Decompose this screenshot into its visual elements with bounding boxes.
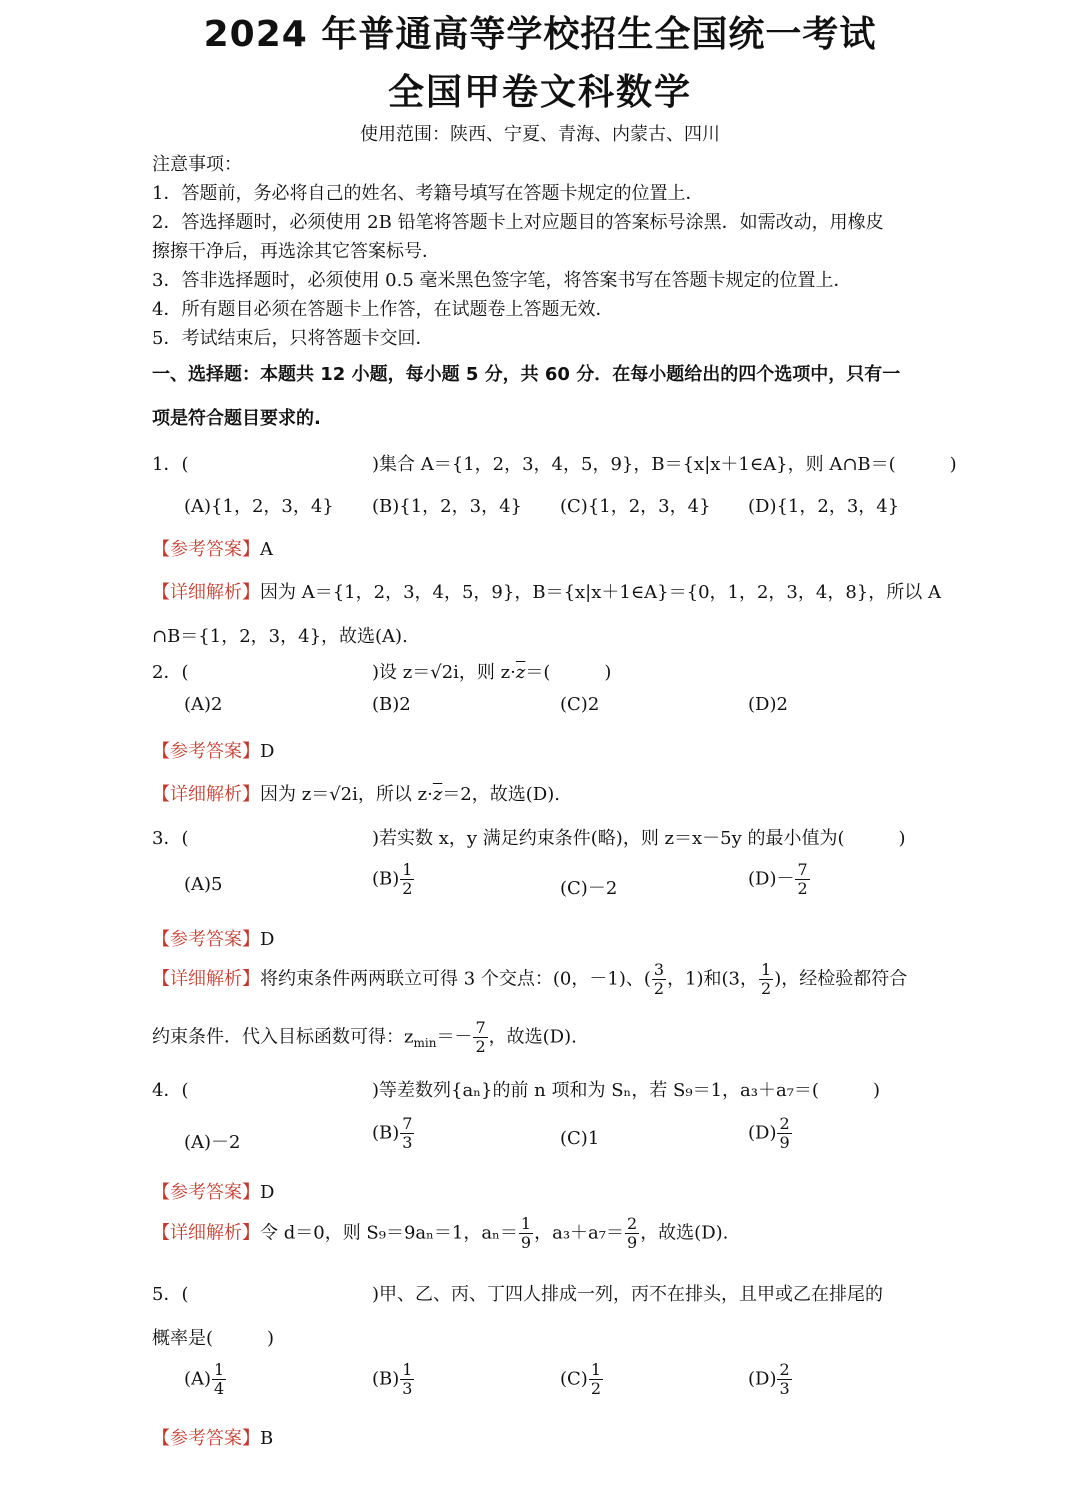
option-d xyxy=(748,1116,793,1151)
detailed-analysis xyxy=(152,780,560,806)
answer-label: 【参考答案】 xyxy=(152,539,260,560)
notice-item: 擦擦干净后，再选涂其它答案标号． xyxy=(152,241,440,262)
option-d xyxy=(748,1362,793,1397)
question-stem: )集合 A＝{1，2，3，4，5，9}，B＝{x|x＋1∈A}，则 A∩B＝( ) xyxy=(372,454,957,475)
option-c: (C)－2 xyxy=(560,878,618,899)
fraction xyxy=(212,1362,226,1397)
option-label: (D) xyxy=(748,1368,777,1390)
option-c xyxy=(560,1362,604,1397)
denominator: 2 xyxy=(653,979,665,998)
conjugate-z: $\overline{z}$ xyxy=(515,662,526,683)
exam-title: 2024 年普通高等学校招生全国统一考试 xyxy=(203,14,877,55)
denominator: 9 xyxy=(779,1133,790,1152)
option-label: (B) xyxy=(372,868,400,890)
detailed-analysis xyxy=(152,1216,728,1251)
answer-label: 【参考答案】 xyxy=(152,1428,260,1449)
numerator: 1 xyxy=(761,960,772,979)
stem-text: ＝( ) xyxy=(525,662,612,683)
fraction xyxy=(473,1020,487,1055)
question-stem: )甲、乙、丙、丁四人排成一列，丙不在排头，且甲或乙在排尾的 xyxy=(372,1284,884,1305)
analysis-text-cont xyxy=(152,1020,577,1055)
numerator: 1 xyxy=(520,1214,532,1233)
denominator: 2 xyxy=(590,1379,602,1398)
notice-item: 1．答题前，务必将自己的姓名、考籍号填写在答题卡规定的位置上． xyxy=(152,183,704,204)
subscript: min xyxy=(413,1036,437,1051)
notice-item: 2．答选择题时，必须使用 2B 铅笔将答题卡上对应题目的答案标号涂黑．如需改动，用橡皮 xyxy=(152,212,884,233)
reference-answer xyxy=(152,1424,273,1450)
answer-value: A xyxy=(260,539,273,560)
analysis-text: 约束条件．代入目标函数可得：z xyxy=(152,1026,414,1048)
analysis-label: 【详细解析】 xyxy=(152,784,260,805)
numerator: 1 xyxy=(402,860,413,879)
numerator: 2 xyxy=(779,1360,790,1379)
fraction xyxy=(400,1116,414,1151)
option-a xyxy=(184,1362,227,1397)
answer-value: D xyxy=(260,929,275,950)
option-b xyxy=(372,1362,415,1397)
reference-answer xyxy=(152,1178,274,1204)
analysis-text: ＝－ xyxy=(436,1026,473,1048)
analysis-label: 【详细解析】 xyxy=(152,1222,260,1244)
analysis-text: 将约束条件两两联立可得 3 个交点：(0，－1)、( xyxy=(260,968,651,990)
notice-item: 3．答非选择题时，必须使用 0.5 毫米黑色签字笔，将答案书写在答题卡规定的位置上． xyxy=(152,270,852,291)
denominator: 2 xyxy=(402,879,413,898)
fraction xyxy=(400,1362,414,1397)
denominator: 9 xyxy=(627,1233,638,1252)
analysis-label: 【详细解析】 xyxy=(152,582,260,603)
option-a: (A){1，2，3，4} xyxy=(184,496,334,517)
fraction xyxy=(625,1216,639,1251)
stem-text: )设 z＝√2i，则 z· xyxy=(372,662,516,683)
option-c: (C){1，2，3，4} xyxy=(560,496,711,517)
option-label: (B) xyxy=(372,1122,400,1144)
numerator: 1 xyxy=(402,1360,413,1379)
answer-label: 【参考答案】 xyxy=(152,741,260,762)
question-number: 3．( xyxy=(152,828,189,849)
numerator: 2 xyxy=(627,1214,638,1233)
option-d: (D){1，2，3，4} xyxy=(748,496,900,517)
numerator: 7 xyxy=(402,1114,413,1133)
question-number: 4．( xyxy=(152,1080,189,1101)
denominator: 3 xyxy=(402,1379,413,1398)
analysis-text: 令 d＝0，则 S₉＝9aₙ＝1，aₙ＝ xyxy=(260,1222,518,1244)
answer-label: 【参考答案】 xyxy=(152,1182,260,1203)
question-stem-cont: 概率是( ) xyxy=(152,1328,275,1349)
answer-value: D xyxy=(260,1182,275,1203)
fraction xyxy=(777,1362,791,1397)
analysis-text: ，故选(D). xyxy=(640,1222,729,1244)
fraction xyxy=(652,962,666,997)
option-d: (D)2 xyxy=(748,694,788,715)
reference-answer xyxy=(152,737,274,763)
denominator: 4 xyxy=(214,1379,225,1398)
section-heading: 一、选择题：本题共 12 小题，每小题 5 分，共 60 分．在每小题给出的四个选项中，只有一 xyxy=(152,364,901,385)
option-label: (A) xyxy=(184,1368,212,1390)
answer-value: B xyxy=(260,1428,274,1449)
analysis-text: )，经检验都符合 xyxy=(774,968,908,990)
option-label: (C) xyxy=(560,1368,588,1390)
denominator: 9 xyxy=(520,1233,532,1252)
analysis-text: ，故选(D). xyxy=(488,1026,577,1048)
denominator: 3 xyxy=(779,1379,790,1398)
numerator: 2 xyxy=(779,1114,790,1133)
numerator: 7 xyxy=(797,860,808,879)
option-a: (A)2 xyxy=(184,694,223,715)
question-number: 1．( xyxy=(152,454,189,475)
exam-subtitle: 全国甲卷文科数学 xyxy=(387,72,692,113)
answer-value: D xyxy=(260,741,275,762)
numerator: 1 xyxy=(214,1360,225,1379)
fraction xyxy=(400,862,414,897)
option-a: (A)－2 xyxy=(184,1132,241,1153)
option-label: (B) xyxy=(372,1368,400,1390)
section-heading-cont: 项是符合题目要求的. xyxy=(152,408,321,429)
reference-answer xyxy=(152,535,273,561)
notice-heading: 注意事项： xyxy=(152,154,242,175)
analysis-text: ＝2，故选(D). xyxy=(442,784,560,805)
question-stem xyxy=(372,658,611,684)
analysis-label: 【详细解析】 xyxy=(152,968,260,990)
option-b: (B){1，2，3，4} xyxy=(372,496,522,517)
fraction xyxy=(759,962,773,997)
option-b xyxy=(372,1116,415,1151)
fraction xyxy=(795,862,809,897)
option-c: (C)1 xyxy=(560,1128,600,1149)
detailed-analysis xyxy=(152,962,907,997)
analysis-text-cont: ∩B＝{1，2，3，4}，故选(A). xyxy=(152,626,408,647)
numerator: 3 xyxy=(653,960,665,979)
conjugate-z: $\overline{z}$ xyxy=(432,784,443,805)
denominator: 2 xyxy=(475,1037,486,1056)
denominator: 2 xyxy=(797,879,808,898)
fraction xyxy=(589,1362,603,1397)
usage-scope: 使用范围：陕西、宁夏、青海、内蒙古、四川 xyxy=(360,124,720,145)
notice-item: 5．考试结束后，只将答题卡交回． xyxy=(152,328,434,349)
question-stem: )等差数列{aₙ}的前 n 项和为 Sₙ，若 S₉＝1，a₃＋a₇＝( ) xyxy=(372,1080,880,1101)
question-stem: )若实数 x，y 满足约束条件(略)，则 z＝x－5y 的最小值为( ) xyxy=(372,828,906,849)
detailed-analysis xyxy=(152,578,941,604)
analysis-text: ，1)和(3， xyxy=(667,968,759,990)
option-a: (A)5 xyxy=(184,874,223,895)
option-b xyxy=(372,862,415,897)
reference-answer xyxy=(152,925,274,951)
denominator: 2 xyxy=(761,979,772,998)
question-number: 5．( xyxy=(152,1284,189,1305)
denominator: 3 xyxy=(402,1133,413,1152)
question-number: 2．( xyxy=(152,662,189,683)
analysis-text: ，a₃＋a₇＝ xyxy=(534,1222,624,1244)
option-d xyxy=(748,862,811,897)
option-b: (B)2 xyxy=(372,694,411,715)
notice-item: 4．所有题目必须在答题卡上作答，在试题卷上答题无效． xyxy=(152,299,614,320)
option-label: (D) xyxy=(748,1122,777,1144)
fraction xyxy=(519,1216,533,1251)
numerator: 7 xyxy=(475,1018,486,1037)
numerator: 1 xyxy=(590,1360,602,1379)
analysis-text: 因为 A＝{1，2，3，4，5，9}，B＝{x|x＋1∈A}＝{0，1，2，3，4，8}，所以 A xyxy=(260,582,941,603)
analysis-text: 因为 z＝√2i，所以 z· xyxy=(260,784,433,805)
option-c: (C)2 xyxy=(560,694,600,715)
fraction xyxy=(777,1116,791,1151)
answer-label: 【参考答案】 xyxy=(152,929,260,950)
option-label: (D)－ xyxy=(748,868,795,890)
